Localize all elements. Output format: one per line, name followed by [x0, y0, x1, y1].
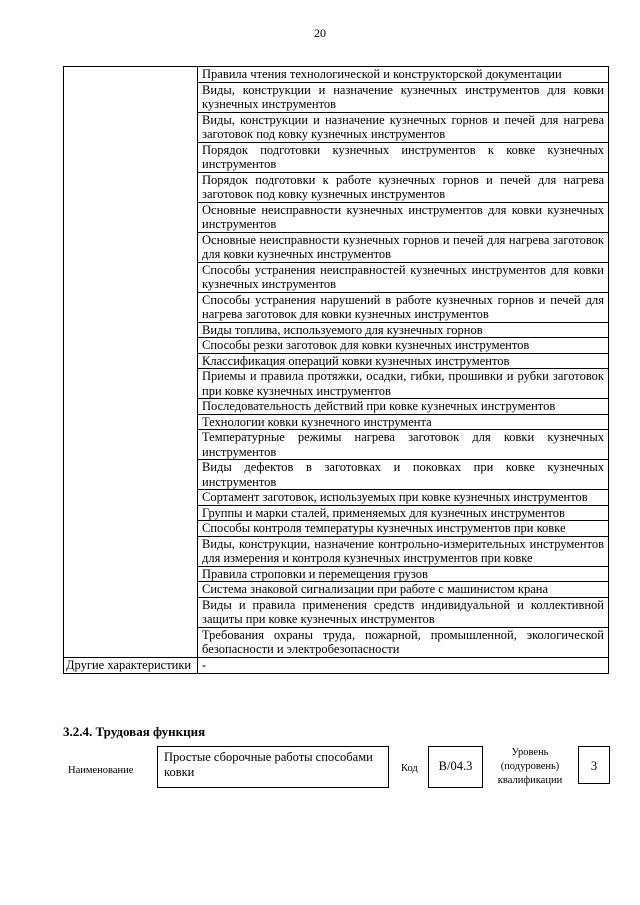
requirement-item: Порядок подготовки к работе кузнечных горнов и печей для нагрева заготовок под ковку кузнечных инструментов	[198, 172, 609, 202]
requirement-item: Последовательность действий при ковке кузнечных инструментов	[198, 399, 609, 415]
requirement-item: Способы контроля температуры кузнечных инструментов при ковке	[198, 521, 609, 537]
requirements-label-cell	[64, 67, 198, 658]
requirement-item: Способы устранения неисправностей кузнечных инструментов для ковки кузнечных инструментов	[198, 262, 609, 292]
requirement-item: Основные неисправности кузнечных инструментов для ковки кузнечных инструментов	[198, 202, 609, 232]
qualification-level-field: 3	[578, 746, 610, 784]
requirement-item: Технологии ковки кузнечного инструмента	[198, 414, 609, 430]
requirement-item: Сортамент заготовок, используемых при ковке кузнечных инструментов	[198, 490, 609, 506]
requirement-item: Группы и марки сталей, применяемых для кузнечных инструментов	[198, 505, 609, 521]
requirement-item: Виды, конструкции и назначение кузнечных инструментов для ковки кузнечных инструментов	[198, 82, 609, 112]
requirements-body	[64, 67, 609, 674]
page-number: 20	[314, 26, 326, 40]
section-heading: 3.2.4. Трудовая функция	[63, 724, 206, 739]
other-characteristics-row	[64, 657, 609, 673]
other-characteristics-value: -	[198, 657, 609, 673]
qualification-level-label-line-1: Уровень	[511, 747, 549, 758]
requirement-item: Порядок подготовки кузнечных инструментов к ковке кузнечных инструментов	[198, 142, 609, 172]
requirements-table	[63, 66, 609, 674]
function-name-label: Наименование	[68, 765, 134, 776]
other-characteristics-label: Другие характеристики	[64, 657, 198, 673]
requirement-item: Требования охраны труда, пожарной, промышленной, экологической безопасности и электробезопасности	[198, 627, 609, 657]
qualification-level-label-line-2: (подуровень)	[500, 761, 560, 772]
requirement-item: Система знаковой сигнализации при работе с машинистом крана	[198, 582, 609, 598]
table-row	[64, 67, 609, 83]
requirement-item: Температурные режимы нагрева заготовок для ковки кузнечных инструментов	[198, 430, 609, 460]
requirement-item: Правила чтения технологической и конструкторской документации	[198, 67, 609, 83]
qualification-level-label	[490, 746, 570, 788]
requirement-item: Основные неисправности кузнечных горнов и печей для нагрева заготовок для ковки кузнечных инструментов	[198, 232, 609, 262]
requirement-item: Виды топлива, используемого для кузнечных горнов	[198, 322, 609, 338]
requirement-item: Способы устранения нарушений в работе кузнечных горнов и печей для нагрева заготовок для ковки кузнечных инструментов	[198, 292, 609, 322]
qualification-level-label-line-3: квалификации	[497, 775, 563, 786]
requirement-item: Виды, конструкции, назначение контрольно-измерительных инструментов для измерения и контроля кузнечных инструментов при ковке	[198, 536, 609, 566]
function-code-field: В/04.3	[428, 746, 483, 788]
requirement-item: Виды, конструкции и назначение кузнечных горнов и печей для нагрева заготовок под ковку кузнечных инструментов	[198, 112, 609, 142]
requirement-item: Правила строповки и перемещения грузов	[198, 566, 609, 582]
requirement-item: Способы резки заготовок для ковки кузнечных инструментов	[198, 338, 609, 354]
requirement-item: Классификация операций ковки кузнечных инструментов	[198, 353, 609, 369]
function-name-field: Простые сборочные работы способами ковки	[157, 746, 389, 788]
function-code-label: Код	[401, 763, 418, 774]
requirement-item: Приемы и правила протяжки, осадки, гибки, прошивки и рубки заготовок при ковке кузнечных инструментов	[198, 369, 609, 399]
requirement-item: Виды и правила применения средств индивидуальной и коллективной защиты при ковке кузнечных инструментов	[198, 597, 609, 627]
requirement-item: Виды дефектов в заготовках и поковках при ковке кузнечных инструментов	[198, 460, 609, 490]
